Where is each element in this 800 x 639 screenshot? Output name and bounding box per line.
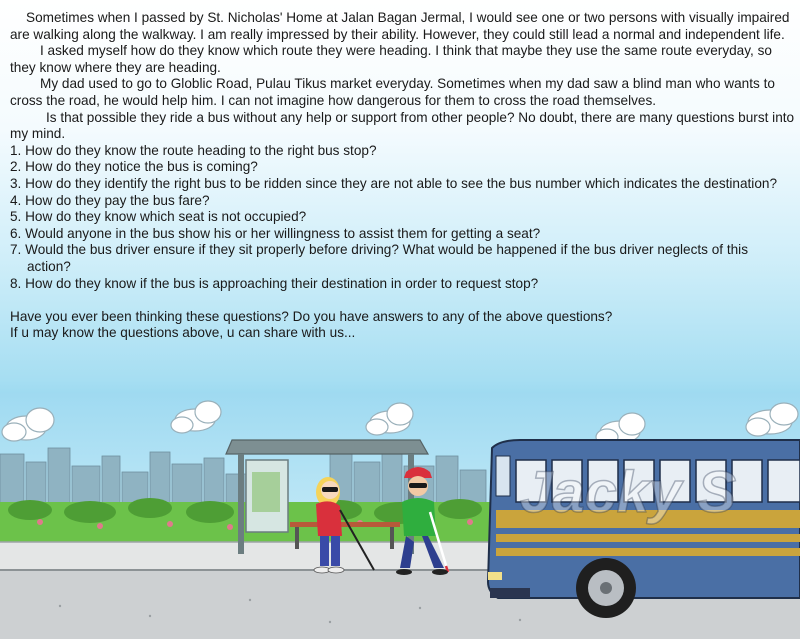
question-item: 2. How do they notice the bus is coming?: [10, 159, 258, 175]
closing-invite: If u may know the questions above, u can share with us...: [10, 325, 356, 341]
paragraph-1: Sometimes when I passed by St. Nicholas' Home at Jalan Bagan Jermal, I would see one or two persons with visually impaired are walking along the walkway. I am really impressed by their ability. However, they could still lead a normal and independent life.: [10, 10, 790, 42]
question-list: [10, 143, 795, 292]
paragraph-2: I asked myself how do they know which route they were heading. I think that maybe they use the same route everyday, so they know where they are heading.: [10, 43, 772, 75]
question-item: 7. Would the bus driver ensure if they sit properly before driving? What would be happened if the bus driver neglects of this action?: [10, 242, 748, 274]
closing-question: Have you ever been thinking these questions? Do you have answers to any of the above questions?: [10, 308, 613, 324]
story-text: [10, 10, 795, 342]
paragraph-4: Is that possible they ride a bus without any help or support from other people? No doubt, there are many questions burst into my mind.: [10, 109, 795, 142]
question-item: 6. Would anyone in the bus show his or her willingness to assist them for getting a seat?: [10, 225, 541, 241]
question-item: 8. How do they know if the bus is approaching their destination in order to request stop?: [10, 275, 539, 291]
watermark-text: Jacky S: [520, 460, 737, 525]
question-item: 5. How do they know which seat is not occupied?: [10, 209, 307, 225]
street-scene-illustration: [0, 392, 800, 639]
paragraph-3: My dad used to go to Globlic Road, Pulau Tikus market everyday. Sometimes when my dad saw a blind man who wants to cross the road, he would help him. I can not imagine how dangerous for them to cross the road themselves.: [10, 76, 775, 108]
question-item: 4. How do they pay the bus fare?: [10, 192, 210, 208]
question-item: 1. How do they know the route heading to the right bus stop?: [10, 142, 377, 158]
question-item: 3. How do they identify the right bus to be ridden since they are not able to see the bus number which indicates the destination?: [10, 175, 778, 191]
